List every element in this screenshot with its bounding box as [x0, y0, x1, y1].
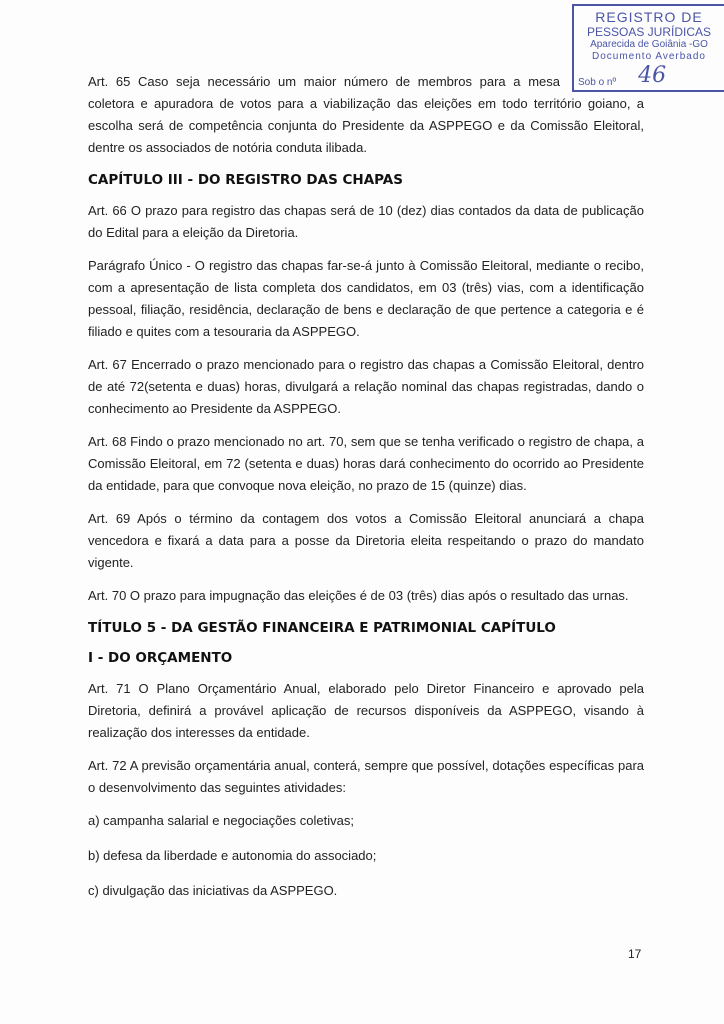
chapter-heading: CAPÍTULO III - DO REGISTRO DAS CHAPAS — [88, 172, 403, 188]
paragraph-art65-wrap — [88, 71, 644, 159]
list-item-a: a) campanha salarial e negociações coletivas; — [88, 813, 354, 828]
title-heading: TÍTULO 5 - DA GESTÃO FINANCEIRA E PATRIMONIAL CAPÍTULO — [88, 620, 556, 636]
document-body — [88, 71, 644, 915]
stamp-spacer — [560, 71, 644, 93]
paragraph-art71: Art. 71 O Plano Orçamentário Anual, elaborado pelo Diretor Financeiro e aprovado pela Diretoria, definirá a provável aplicação de recursos disponíveis da ASPPEGO, visando à realização dos interesses da entidade. — [88, 681, 644, 740]
stamp-line: REGISTRO DE — [595, 9, 703, 25]
stamp-number: 46 — [638, 63, 667, 88]
paragraph-art68: Art. 68 Findo o prazo mencionado no art. 70, sem que se tenha verificado o registro de chapa, a Comissão Eleitoral, em 72 (setenta e duas) horas dará conhecimento do ocorrido ao Presidente da entidade, para que convoque nova eleição, no prazo de 15 (quinze) dias. — [88, 434, 644, 493]
paragraph-art70: Art. 70 O prazo para impugnação das eleições é de 03 (três) dias após o resultado das urnas. — [88, 588, 629, 603]
paragraph-art66: Art. 66 O prazo para registro das chapas será de 10 (dez) dias contados da data de publicação do Edital para a eleição da Diretoria. — [88, 203, 644, 240]
stamp-line: Documento Averbado — [592, 51, 706, 62]
list-item-c: c) divulgação das iniciativas da ASPPEGO. — [88, 883, 338, 898]
paragraph-art69: Art. 69 Após o término da contagem dos votos a Comissão Eleitoral anunciará a chapa vencedora e fixará a data para a posse da Diretoria eleita respeitando o prazo do mandato vigente. — [88, 511, 644, 570]
stamp-line: PESSOAS JURÍDICAS — [586, 25, 712, 39]
paragraph-art72: Art. 72 A previsão orçamentária anual, conterá, sempre que possível, dotações específicas para o desenvolvimento das seguintes atividades: — [88, 758, 644, 795]
paragraph-art65: Art. 65 Caso seja necessário um maior número de membros para a mesa coletora e apuradora de votos para a viabilização das eleições em todo território goiano, a escolha será de competência conjunta do Presidente da ASPPEGO e da Comissão Eleitoral, dentre os associados de notória conduta ilibada. — [88, 74, 644, 155]
paragraph-unico: Parágrafo Único - O registro das chapas far-se-á junto à Comissão Eleitoral, mediante o recibo, com a apresentação de lista completa dos candidatos, em 03 (três) vias, com a identificação pessoal, filiação, residência, declaração de bens e declaração de que pertence a categoria e é filiado e quites com a tesouraria da ASPPEGO. — [88, 258, 644, 339]
stamp-line: Aparecida de Goiânia -GO — [590, 39, 708, 50]
page-number: 17 — [628, 947, 642, 961]
chapter-heading: I - DO ORÇAMENTO — [88, 650, 233, 666]
list-item-b: b) defesa da liberdade e autonomia do associado; — [88, 848, 377, 863]
stamp-line: Sob o nº — [578, 77, 617, 88]
paragraph-art67: Art. 67 Encerrado o prazo mencionado para o registro das chapas a Comissão Eleitoral, dentro de até 72(setenta e duas) horas, divulgará a relação nominal das chapas registradas, dando o conhecimento ao Presidente da ASPPEGO. — [88, 357, 644, 416]
